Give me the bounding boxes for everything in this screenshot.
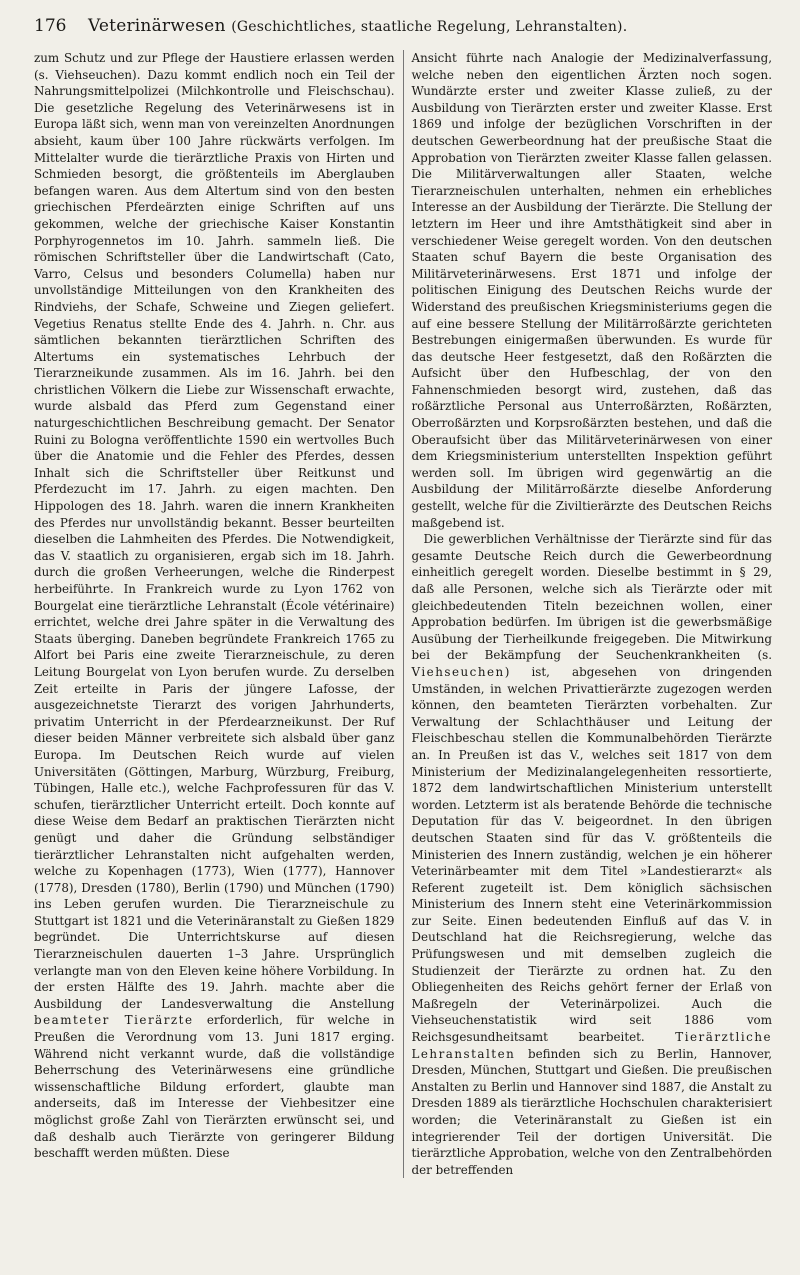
- text-run: befinden sich zu Berlin, Hannover, Dresden, München, Stuttgart und Gießen. Die preußischen Anstalten zu Berlin und Hannover sind 1887, die Anstalt zu Dresden 1889 als tierärztliche Hochschulen charakterisiert worden; die Veterinäranstalt zu Gießen ist ein integrierender Teil der dortigen Universität. Die tierärztliche Approbation, welche von den Zentralbehörden der betreffenden: [411, 1046, 773, 1177]
- running-header: [34, 16, 772, 50]
- paragraph: [412, 531, 773, 1178]
- left-column: [34, 50, 404, 1178]
- text-run: erforderlich, für welche in Preußen die Verordnung vom 13. Juni 1817 erging. Während nicht verkannt wurde, daß die vollständige Beherrschung des Veterinärwesens eine gründliche wissenschaftliche Bildung erfordert, glaubte man anderseits, daß im Interesse der Viehbesitzer eine möglichst große Zahl von Tierärzten erwünscht sei, und daß deshalb auch Tierärzte von geringerer Bildung beschafft werden müßten. Diese: [34, 1013, 395, 1161]
- spaced-term: Viehseuchen: [411, 664, 505, 679]
- paragraph: Ansicht führte nach Analogie der Medizinalverfassung, welche neben den eigentlichen Ärzten noch sogen. Wundärzte erster und zweiter Klasse zuließ, zu der Ausbildung von Tierärzten erster und zweiter Klasse. Erst 1869 und infolge der bezüglichen Vorschriften in der deutschen Gewerbeordnung hat der preußische Staat die Approbation von Tierärzten zweiter Klasse fallen gelassen. Die Militärverwaltungen aller Staaten, welche Tierarzneischulen unterhalten, nehmen ein erhebliches Interesse an der Ausbildung der Tierärzte. Die Stellung der letztern im Heer und ihre Amtsthätigkeit sind aber in verschiedener Weise geregelt worden. Von den deutschen Staaten schuf Bayern die beste Organisation des Militärveterinärwesens. Erst 1871 und infolge der politischen Einigung des Deutschen Reichs wurde der Widerstand des preußischen Kriegsministeriums gegen die auf eine bessere Stellung der Militärroßärzte gerichteten Bestrebungen einigermaßen überwunden. Es wurde für das deutsche Heer festgesetzt, daß den Roßärzten die Aufsicht über den Hufbeschlag, der von den Fahnenschmieden besorgt wird, zustehen, daß das roßärztliche Personal aus Unterroßärzten, Roßärzten, Oberroßärzten und Korpsroßärzten bestehen, und daß die Oberaufsicht über das Militärveterinärwesen von einer dem Kriegsministerium unterstellten Inspektion geführt werden soll. Im übrigen wird gegenwärtig an die Ausbildung der Militärroßärzte dieselbe Anforderung gestellt, welche für die Ziviltierärzte des Deutschen Reichs maßgebend ist.: [411, 51, 772, 530]
- page-number: 176: [34, 16, 67, 36]
- spaced-term: beamteter Tierärzte: [34, 1013, 194, 1028]
- header-title: Veterinärwesen: [88, 16, 226, 36]
- right-column: [404, 50, 773, 1178]
- text-columns: [34, 50, 772, 1178]
- paragraph: [34, 50, 395, 1162]
- spaced-term: Tierärztliche Lehranstalten: [411, 1030, 773, 1061]
- text-run: ) ist, abgesehen von dringenden Umständen, in welchen Privattierärzte zugezogen werden können, den beamteten Tierärzten vorbehalten. Zur Verwaltung der Schlachthäuser und Leitung der Fleischbeschau stellen die Kommunalbehörden Tierärzte an. In Preußen ist das V., welches seit 1817 von dem Ministerium der Medizinalangelegenheiten ressortierte, 1872 dem landwirtschaftlichen Ministerium unterstellt worden. Letzterm ist als beratende Behörde die technische Deputation für das V. beigeordnet. In den übrigen deutschen Staaten sind für das V. größtenteils die Ministerien des Innern zuständig, welchen je ein höherer Veterinärbeamter mit dem Titel »Landestierarzt« als Referent zugeteilt ist. Dem königlich sächsischen Ministerium des Innern steht eine Veterinärkommission zur Seite. Einen bedeutenden Einfluß auf das V. in Deutschland hat die Reichsregierung, welche das Prüfungswesen und mit demselben zugleich die Studienzeit der Tierärzte zu ordnen hat. Zu den Obliegenheiten des Reichs gehört ferner der Erlaß von Maßregeln der Veterinärpolizei. Auch die Viehseuchenstatistik wird seit 1886 vom Reichsgesundheitsamt bearbeitet.: [411, 664, 772, 1045]
- running-title: [88, 16, 627, 36]
- header-subtitle: (Geschichtliches, staatliche Regelung, Lehranstalten).: [231, 19, 628, 35]
- text-run: zum Schutz und zur Pflege der Haustiere erlassen werden (s. Viehseuchen). Dazu kommt endlich noch ein Teil der Nahrungsmittelpolizei (Milchkontrolle und Fleischschau). Die gesetzliche Regelung des Veterinärwesens ist in Europa läßt sich, wenn man von vereinzelten Anordnungen absieht, kaum über 100 Jahre rückwärts verfolgen. Im Mittelalter wurde die tierärztliche Praxis von Hirten und Schmieden besorgt, die größtenteils im Aberglauben befangen waren. Aus dem Altertum sind von den besten griechischen Pferdeärzten einige Schriften auf uns gekommen, welche der griechische Kaiser Konstantin Porphyrogennetos im 10. Jahrh. sammeln ließ. Die römischen Schriftsteller über die Landwirtschaft (Cato, Varro, Celsus und besonders Columella) haben nur unvollständige Mitteilungen von den Krankheiten des Rindviehs, der Schafe, Schweine und Ziegen geliefert. Vegetius Renatus stellte Ende des 4. Jahrh. n. Chr. aus sämtlichen bekannten tierärztlichen Schriften des Altertums ein systematisches Lehrbuch der Tierarzneikunde zusammen. Als im 16. Jahrh. bei den christlichen Völkern die Liebe zur Wissenschaft erwachte, wurde alsbald das Pferd zum Gegenstand einer naturgeschichtlichen Beschreibung gemacht. Der Senator Ruini zu Bologna veröffentlichte 1590 ein wertvolles Buch über die Anatomie und die Fehler des Pferdes, dessen Inhalt sich die Schriftsteller über Reitkunst und Pferdezucht im 17. Jahrh. zu eigen machten. Den Hippologen des 18. Jahrh. waren die innern Krankheiten des Pferdes nur unvollständig bekannt. Besser beurteilten dieselben die Lahmheiten des Pferdes. Die Notwendigkeit, das V. staatlich zu organisieren, ergab sich im 18. Jahrh. durch die großen Verheerungen, welche die Rinderpest herbeiführte. In Frankreich wurde zu Lyon 1762 von Bourgelat eine tierärztliche Lehranstalt (École vétérinaire) errichtet, welche drei Jahre später in die Verwaltung des Staats überging. Daneben begründete Frankreich 1765 zu Alfort bei Paris eine zweite Tierarzneischule, zu deren Leitung Bourgelat von Lyon berufen wurde. Zu derselben Zeit erteilte in Paris der jüngere Lafosse, der ausgezeichnetste Tierarzt des vorigen Jahrhunderts, privatim Unterricht in der Pferdearzneikunst. Der Ruf dieser beiden Männer verbreitete sich alsbald über ganz Europa. Im Deutschen Reich wurde auf vielen Universitäten (Göttingen, Marburg, Würzburg, Freiburg, Tübingen, Halle etc.), welche Fachprofessuren für das V. schufen, tierärztlicher Unterricht erteilt. Doch konnte auf diese Weise dem Bedarf an praktischen Tierärzten nicht genügt und daher die Gründung selbständiger tierärztlicher Lehranstalten nicht aufgehalten werden, welche zu Kopenhagen (1773), Wien (1777), Hannover (1778), Dresden (1780), Berlin (1790) und München (1790) ins Leben gerufen wurden. Die Tierarzneischule zu Stuttgart ist 1821 und die Veterinäranstalt zu Gießen 1829 begründet. Die Unterrichtskurse auf diesen Tierarzneischulen dauerten 1–3 Jahre. Ursprünglich verlangte man von den Eleven keine höhere Vorbildung. In der ersten Hälfte des 19. Jahrh. machte aber die Ausbildung der Landesverwaltung die Anstellung: [34, 51, 395, 1011]
- text-run: Die gewerblichen Verhältnisse der Tierärzte sind für das gesamte Deutsche Reich durch die Gewerbeordnung einheitlich geregelt worden. Dieselbe bestimmt in § 29, daß alle Personen, welche sich als Tierärzte oder mit gleichbedeutenden Titeln bezeichnen wollen, einer Approbation bedürfen. Im übrigen ist die gewerbsmäßige Ausübung der Tierheilkunde freigegeben. Die Mitwirkung bei der Bekämpfung der Seuchenkrankheiten (s.: [411, 532, 772, 663]
